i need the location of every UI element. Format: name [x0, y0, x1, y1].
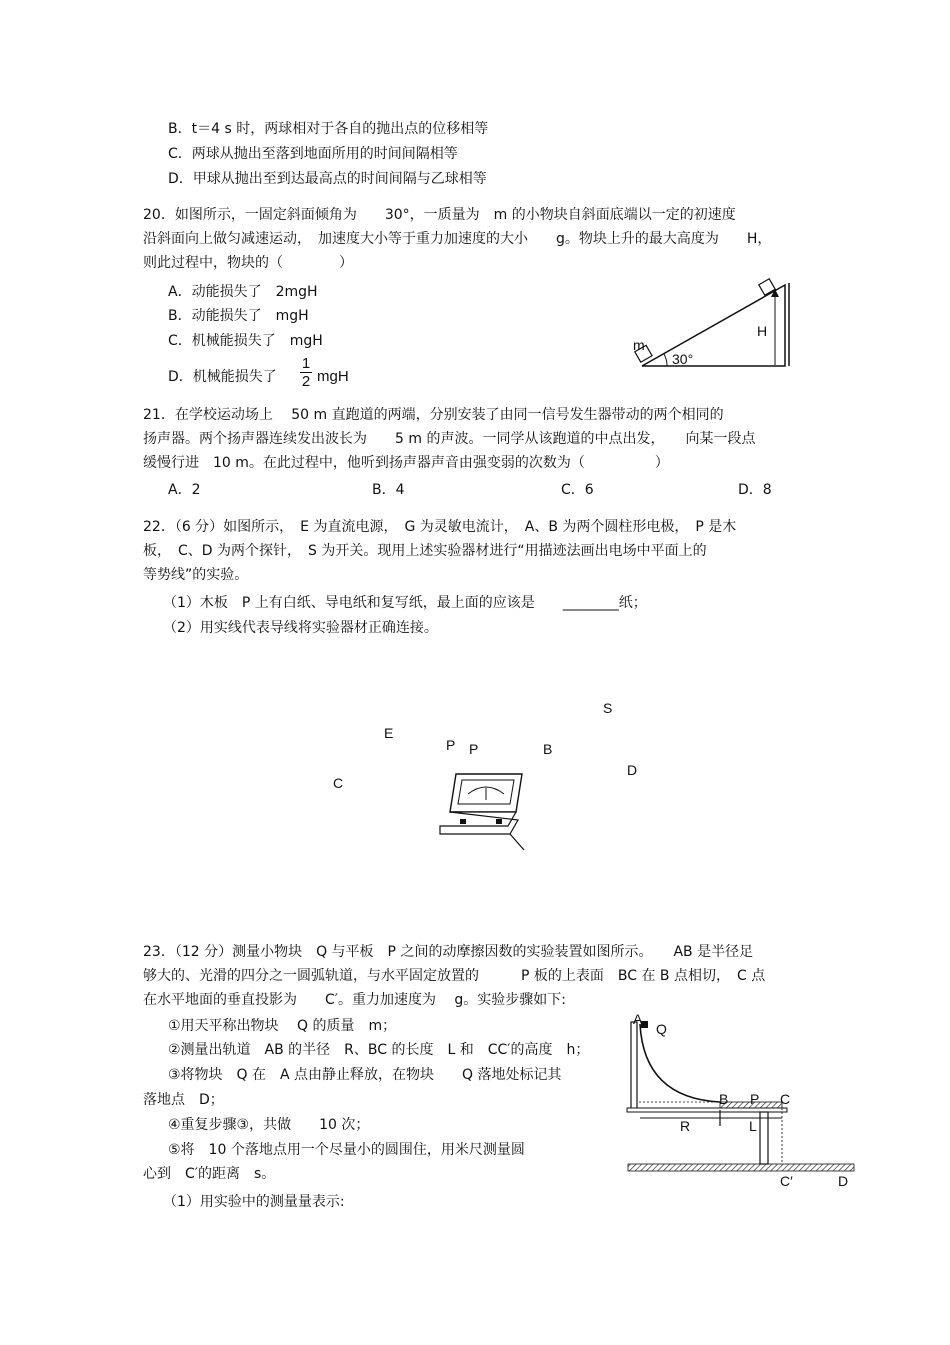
q20-option-c: C．机械能损失了 mgH: [168, 333, 323, 349]
q20-stem-line-3: 则此过程中，物块的（ ）: [143, 255, 353, 271]
label-c-prime: C′: [780, 1173, 793, 1189]
angle-label: 30°: [672, 351, 694, 367]
q23-stem-line-3: 在水平地面的垂直投影为 C′。重力加速度为 g。实验步骤如下:: [143, 992, 567, 1008]
q21-stem-line-2: 扬声器。两个扬声器连续发出波长为 5 m 的声波。一同学从该跑道的中点出发， 向某一段点: [143, 431, 756, 447]
q21-option-d: D．8: [738, 482, 772, 498]
label-p: P: [750, 1091, 760, 1107]
fraction-numerator: 1: [301, 355, 311, 372]
galvanometer-stand: [510, 834, 524, 850]
q23-stem-line-1: 23．（12 分）测量小物块 Q 与平板 P 之间的动摩擦因数的实验装置如图所示。 AB 是半径足: [143, 944, 754, 960]
q19-option-b: B．t＝4 s 时，两球相对于各自的抛出点的位移相等: [168, 121, 489, 137]
q22-sub-1: （1）木板 P 上有白纸、导电纸和复写纸，最上面的应该是 ________纸；: [163, 595, 647, 611]
label-l: L: [749, 1118, 757, 1134]
q23-step-5: ⑤将 10 个落地点用一个尽量小的圆围住，用米尺测量圆: [168, 1142, 525, 1158]
q21-stem-line-3: 缓慢行进 10 m。在此过程中，他听到扬声器声音由强变弱的次数为（ ）: [143, 455, 669, 471]
label-c: C: [780, 1091, 791, 1107]
q20-option-d-suffix: mgH: [317, 368, 349, 385]
q23-sub-1: （1）用实验中的测量量表示:: [163, 1194, 345, 1210]
switch-label: S: [603, 700, 613, 716]
label-q: Q: [656, 1021, 667, 1037]
table-leg: [760, 1112, 768, 1164]
power-source-label: E: [384, 725, 394, 741]
q23-step-3: ③将物块 Q 在 A 点由静止释放，在物块 Q 落地处标记其: [168, 1067, 562, 1083]
q21-stem-line-1: 21．在学校运动场上 50 m 直跑道的两端，分别安装了由同一信号发生器带动的两个相同的: [143, 407, 724, 423]
q23-step-2: ②测量出轨道 AB 的半径 R、BC 的长度 L 和 CC′的高度 h；: [168, 1042, 590, 1058]
q21-option-c: C．6: [561, 482, 594, 498]
galvanometer-icon: [438, 768, 528, 854]
q23-step-3-cont: 落地点 D；: [143, 1092, 224, 1108]
label-d: D: [838, 1173, 849, 1189]
q23-step-5-cont: 心到 C′的距离 s。: [143, 1166, 276, 1182]
q22-stem-line-1: 22．（6 分）如图所示， E 为直流电源， G 为灵敏电流计， A、B 为两个圆柱形电极， P 是木: [143, 519, 737, 535]
quarter-arc-track: [640, 1024, 720, 1102]
q23-step-1: ①用天平称出物块 Q 的质量 m；: [168, 1018, 397, 1034]
board-label-2: P: [469, 741, 479, 757]
q19-option-d: D．甲球从抛出至到达最高点的时间间隔与乙球相等: [168, 171, 487, 187]
label-b: B: [719, 1091, 729, 1107]
height-label: H: [757, 323, 768, 339]
electrode-b-label: B: [543, 741, 553, 757]
q20-stem-line-2: 沿斜面向上做匀减速运动， 加速度大小等于重力加速度的大小 g。物块上升的最大高度为 H，: [143, 231, 772, 247]
probe-c-label: C: [333, 775, 344, 791]
label-a: A: [633, 1011, 643, 1027]
terminal-right: [496, 819, 502, 824]
q20-stem-line-1: 20．如图所示，一固定斜面倾角为 30°，一质量为 m 的小物块自斜面底端以一定的初速度: [143, 207, 736, 223]
q23-step-4: ④重复步骤③，共做 10 次；: [168, 1117, 370, 1133]
ground: [628, 1164, 854, 1171]
galvanometer-base: [440, 812, 518, 834]
mass-label: m: [633, 337, 645, 353]
q23-stem-line-2: 够大的、光滑的四分之一圆弧轨道，与水平固定放置的 P 板的上表面 BC 在 B 点相切， C 点: [143, 968, 766, 984]
board-label-1: P: [446, 737, 456, 753]
q19-option-c: C．两球从抛出至落到地面所用的时间间隔相等: [168, 146, 458, 162]
probe-d-label: D: [627, 762, 638, 778]
q20-option-b: B．动能损失了 mgH: [168, 308, 309, 324]
q22-stem-line-3: 等势线”的实验。: [143, 567, 249, 583]
q20-option-d-fraction: [298, 355, 314, 390]
track-apparatus-figure: [620, 1010, 860, 1190]
q21-option-b: B．4: [372, 482, 405, 498]
angle-arc: [664, 354, 667, 366]
fraction-denominator: 2: [301, 373, 311, 390]
q22-stem-line-2: 板， C、D 为两个探针， S 为开关。现用上述实验器材进行“用描迹法画出电场中平面上的: [143, 543, 707, 559]
label-r: R: [680, 1118, 691, 1134]
q20-option-a: A．动能损失了 2mgH: [168, 284, 318, 300]
q20-option-d: D．机械能损失了: [168, 369, 277, 385]
incline-figure: [625, 275, 800, 375]
q22-sub-2: （2）用实线代表导线将实验器材正确连接。: [163, 620, 438, 636]
track-post: [631, 1022, 637, 1110]
terminal-left: [460, 819, 466, 824]
q21-option-a: A．2: [168, 482, 201, 498]
